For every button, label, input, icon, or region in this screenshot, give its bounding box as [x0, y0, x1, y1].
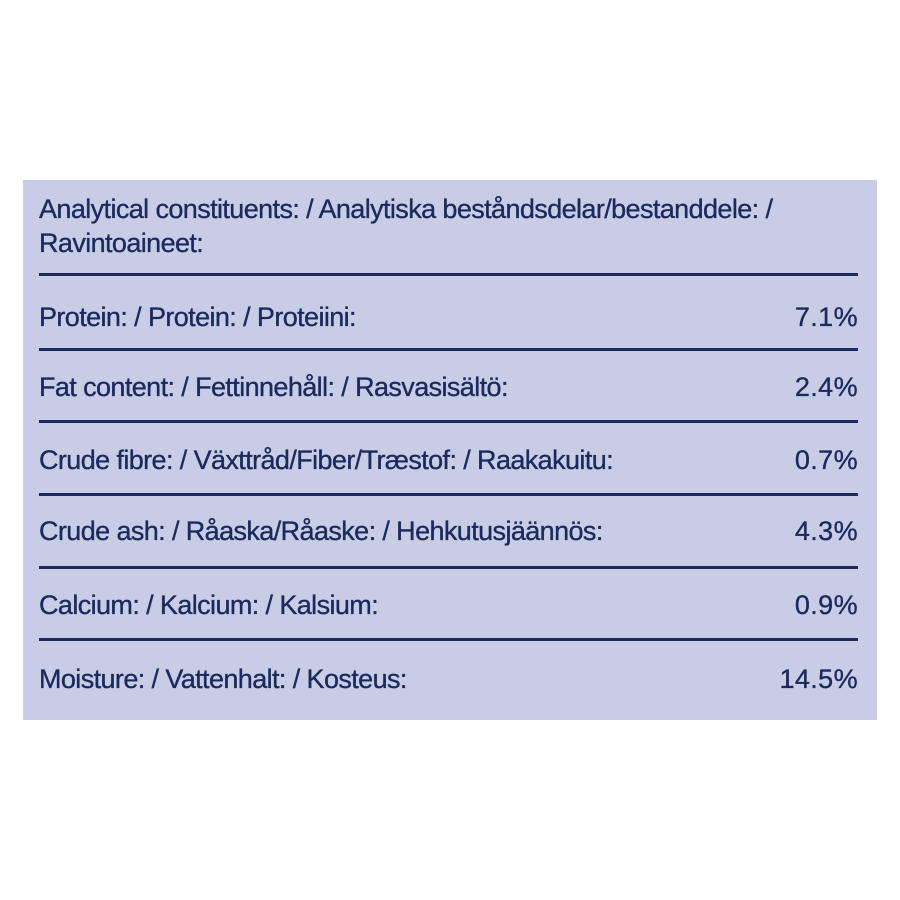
row-value: 2.4% [794, 371, 858, 402]
table-row-fat-content [39, 367, 858, 407]
divider-rule [39, 273, 858, 276]
row-value: 0.9% [794, 589, 858, 620]
divider-rule [39, 420, 858, 423]
divider-rule [39, 638, 858, 641]
panel-header [39, 192, 861, 260]
table-row-crude-ash [39, 511, 858, 551]
row-label: Moisture: / Vattenhalt: / Kosteus: [39, 663, 407, 694]
row-label: Crude fibre: / Växttråd/Fiber/Træstof: / Raakakuitu: [39, 444, 614, 475]
header-line-1: Analytical constituents: / Analytiska beståndsdelar/bestanddele: / [39, 194, 773, 224]
table-row-crude-fibre [39, 440, 858, 480]
table-row-moisture [39, 659, 858, 699]
row-label: Calcium: / Kalcium: / Kalsium: [39, 589, 379, 620]
row-value: 0.7% [794, 444, 858, 475]
analytical-constituents-panel [23, 180, 877, 720]
divider-rule [39, 566, 858, 569]
row-value: 7.1% [794, 301, 858, 332]
divider-rule [39, 348, 858, 351]
row-value: 4.3% [794, 515, 858, 546]
row-label: Crude ash: / Råaska/Råaske: / Hehkutusjäännös: [39, 515, 603, 546]
table-row-protein [39, 297, 858, 337]
row-label: Fat content: / Fettinnehåll: / Rasvasisältö: [39, 371, 508, 402]
header-line-2: Ravintoaineet: [39, 228, 204, 258]
divider-rule [39, 493, 858, 496]
table-row-calcium [39, 585, 858, 625]
row-label: Protein: / Protein: / Proteiini: [39, 301, 356, 332]
row-value: 14.5% [779, 663, 858, 694]
